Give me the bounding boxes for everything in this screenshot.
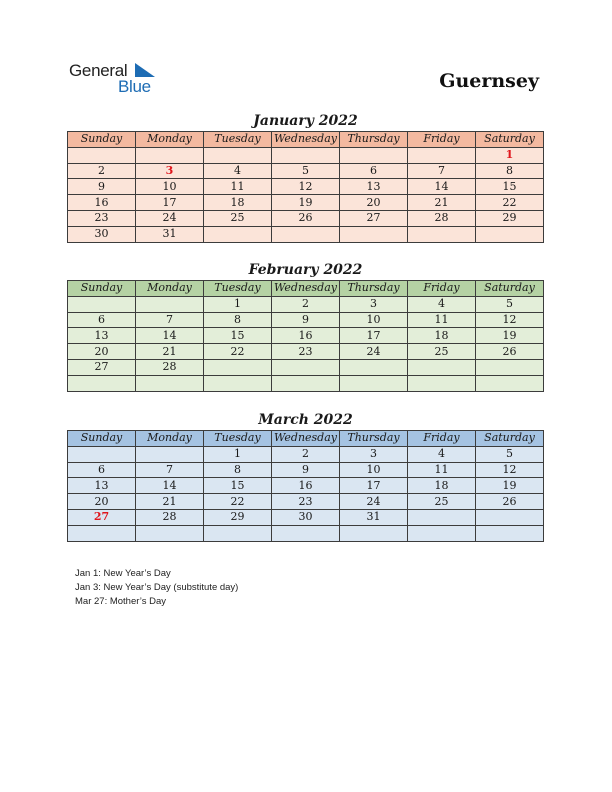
day-cell xyxy=(476,359,544,375)
day-cell xyxy=(476,226,544,242)
weekday-header: Thursday xyxy=(340,431,408,447)
day-cell: 1 xyxy=(204,446,272,462)
day-cell: 28 xyxy=(408,210,476,226)
day-cell: 1 xyxy=(476,147,544,163)
day-cell xyxy=(204,525,272,541)
week-row xyxy=(68,509,544,525)
day-cell: 7 xyxy=(408,163,476,179)
day-cell: 23 xyxy=(68,210,136,226)
logo-word-blue: Blue xyxy=(118,77,151,96)
country-title: Guernsey xyxy=(439,70,539,92)
day-cell: 10 xyxy=(340,312,408,328)
day-cell: 27 xyxy=(68,509,136,525)
day-cell xyxy=(272,375,340,391)
day-cell: 10 xyxy=(136,179,204,195)
month-calendar-jan xyxy=(67,111,544,243)
day-cell: 11 xyxy=(408,312,476,328)
day-cell: 28 xyxy=(136,359,204,375)
day-cell: 3 xyxy=(340,446,408,462)
day-cell: 25 xyxy=(408,494,476,510)
day-cell: 2 xyxy=(272,296,340,312)
day-cell xyxy=(408,375,476,391)
month-title: January 2022 xyxy=(253,113,358,129)
day-cell xyxy=(340,226,408,242)
day-cell: 25 xyxy=(408,344,476,360)
day-cell: 2 xyxy=(68,163,136,179)
day-cell: 4 xyxy=(408,296,476,312)
week-row xyxy=(68,462,544,478)
day-cell xyxy=(476,509,544,525)
month-calendar-mar xyxy=(67,410,544,542)
day-cell: 15 xyxy=(476,179,544,195)
day-cell: 25 xyxy=(204,210,272,226)
day-cell: 16 xyxy=(68,195,136,211)
day-cell: 27 xyxy=(68,359,136,375)
day-cell: 21 xyxy=(136,344,204,360)
day-cell: 20 xyxy=(340,195,408,211)
day-cell: 17 xyxy=(340,478,408,494)
day-cell: 13 xyxy=(340,179,408,195)
day-cell: 23 xyxy=(272,344,340,360)
day-cell xyxy=(408,359,476,375)
day-cell xyxy=(204,226,272,242)
holiday-item: Mar 27: Mother’s Day xyxy=(75,596,166,607)
weekday-header: Saturday xyxy=(476,132,544,148)
day-cell: 11 xyxy=(408,462,476,478)
day-cell: 8 xyxy=(204,462,272,478)
day-cell xyxy=(408,226,476,242)
day-cell: 28 xyxy=(136,509,204,525)
day-cell xyxy=(272,525,340,541)
day-cell: 5 xyxy=(272,163,340,179)
day-cell xyxy=(408,147,476,163)
day-cell: 11 xyxy=(204,179,272,195)
day-cell xyxy=(408,525,476,541)
day-cell xyxy=(204,375,272,391)
day-cell: 7 xyxy=(136,312,204,328)
week-row xyxy=(68,163,544,179)
weekday-header: Thursday xyxy=(340,281,408,297)
weekday-header: Friday xyxy=(408,431,476,447)
day-cell: 8 xyxy=(204,312,272,328)
day-cell: 30 xyxy=(272,509,340,525)
day-cell: 9 xyxy=(68,179,136,195)
day-cell xyxy=(476,525,544,541)
day-cell: 8 xyxy=(476,163,544,179)
day-cell: 3 xyxy=(136,163,204,179)
logo-word-general: General xyxy=(69,61,128,80)
week-row xyxy=(68,375,544,391)
weekday-header: Wednesday xyxy=(272,132,340,148)
day-cell xyxy=(68,375,136,391)
day-cell xyxy=(272,359,340,375)
day-cell xyxy=(68,296,136,312)
day-cell xyxy=(136,375,204,391)
weekday-header: Friday xyxy=(408,281,476,297)
day-cell: 14 xyxy=(408,179,476,195)
calendar-grid xyxy=(67,131,544,243)
holiday-list xyxy=(75,567,238,609)
day-cell: 4 xyxy=(204,163,272,179)
day-cell: 24 xyxy=(340,494,408,510)
weekday-header: Sunday xyxy=(68,132,136,148)
holiday-item: Jan 1: New Year’s Day xyxy=(75,568,171,579)
day-cell: 5 xyxy=(476,296,544,312)
week-row xyxy=(68,195,544,211)
day-cell xyxy=(136,446,204,462)
weekday-header: Friday xyxy=(408,132,476,148)
day-cell: 23 xyxy=(272,494,340,510)
day-cell: 6 xyxy=(340,163,408,179)
day-cell: 31 xyxy=(136,226,204,242)
day-cell xyxy=(340,375,408,391)
week-row xyxy=(68,179,544,195)
weekday-header: Wednesday xyxy=(272,281,340,297)
day-cell: 21 xyxy=(136,494,204,510)
week-row xyxy=(68,525,544,541)
day-cell: 19 xyxy=(476,328,544,344)
weekday-header: Monday xyxy=(136,431,204,447)
day-cell: 6 xyxy=(68,462,136,478)
day-cell: 30 xyxy=(68,226,136,242)
day-cell: 29 xyxy=(476,210,544,226)
day-cell: 26 xyxy=(272,210,340,226)
day-cell: 24 xyxy=(340,344,408,360)
day-cell: 7 xyxy=(136,462,204,478)
day-cell xyxy=(272,226,340,242)
day-cell: 12 xyxy=(272,179,340,195)
day-cell: 15 xyxy=(204,478,272,494)
weekday-header: Sunday xyxy=(68,281,136,297)
month-title: February 2022 xyxy=(248,262,363,278)
day-cell: 13 xyxy=(68,328,136,344)
day-cell xyxy=(136,147,204,163)
day-cell xyxy=(340,147,408,163)
day-cell: 1 xyxy=(204,296,272,312)
week-row xyxy=(68,344,544,360)
day-cell: 5 xyxy=(476,446,544,462)
day-cell: 15 xyxy=(204,328,272,344)
day-cell xyxy=(204,359,272,375)
week-row xyxy=(68,226,544,242)
day-cell: 20 xyxy=(68,344,136,360)
weekday-header: Tuesday xyxy=(204,132,272,148)
day-cell xyxy=(204,147,272,163)
week-row xyxy=(68,478,544,494)
day-cell: 26 xyxy=(476,494,544,510)
day-cell: 22 xyxy=(204,494,272,510)
day-cell: 14 xyxy=(136,328,204,344)
day-cell xyxy=(68,147,136,163)
day-cell: 31 xyxy=(340,509,408,525)
day-cell: 6 xyxy=(68,312,136,328)
day-cell: 16 xyxy=(272,478,340,494)
month-title: March 2022 xyxy=(258,412,353,428)
weekday-header: Monday xyxy=(136,132,204,148)
week-row xyxy=(68,312,544,328)
day-cell: 18 xyxy=(408,478,476,494)
week-row xyxy=(68,328,544,344)
day-cell: 10 xyxy=(340,462,408,478)
month-calendar-feb xyxy=(67,260,544,392)
weekday-header: Saturday xyxy=(476,431,544,447)
generalblue-logo xyxy=(69,61,169,97)
day-cell xyxy=(68,525,136,541)
day-cell xyxy=(476,375,544,391)
day-cell: 17 xyxy=(340,328,408,344)
day-cell: 14 xyxy=(136,478,204,494)
day-cell: 21 xyxy=(408,195,476,211)
weekday-header: Monday xyxy=(136,281,204,297)
calendar-grid xyxy=(67,280,544,392)
day-cell: 19 xyxy=(272,195,340,211)
week-row xyxy=(68,296,544,312)
day-cell: 3 xyxy=(340,296,408,312)
day-cell: 13 xyxy=(68,478,136,494)
day-cell xyxy=(136,525,204,541)
day-cell: 9 xyxy=(272,312,340,328)
day-cell: 4 xyxy=(408,446,476,462)
week-row xyxy=(68,446,544,462)
day-cell xyxy=(340,525,408,541)
day-cell: 12 xyxy=(476,312,544,328)
day-cell: 16 xyxy=(272,328,340,344)
week-row xyxy=(68,147,544,163)
day-cell: 19 xyxy=(476,478,544,494)
calendar-grid xyxy=(67,430,544,542)
weekday-header: Tuesday xyxy=(204,431,272,447)
day-cell: 17 xyxy=(136,195,204,211)
day-cell: 20 xyxy=(68,494,136,510)
weekday-header: Thursday xyxy=(340,132,408,148)
day-cell xyxy=(68,446,136,462)
logo-triangle-icon xyxy=(135,63,155,77)
day-cell: 18 xyxy=(204,195,272,211)
day-cell: 27 xyxy=(340,210,408,226)
day-cell xyxy=(136,296,204,312)
weekday-header: Wednesday xyxy=(272,431,340,447)
day-cell xyxy=(408,509,476,525)
day-cell: 29 xyxy=(204,509,272,525)
holiday-item: Jan 3: New Year’s Day (substitute day) xyxy=(75,582,239,593)
week-row xyxy=(68,210,544,226)
week-row xyxy=(68,359,544,375)
day-cell: 12 xyxy=(476,462,544,478)
day-cell: 24 xyxy=(136,210,204,226)
day-cell: 2 xyxy=(272,446,340,462)
day-cell: 9 xyxy=(272,462,340,478)
weekday-header: Sunday xyxy=(68,431,136,447)
weekday-header: Saturday xyxy=(476,281,544,297)
day-cell: 22 xyxy=(204,344,272,360)
weekday-header: Tuesday xyxy=(204,281,272,297)
day-cell: 22 xyxy=(476,195,544,211)
day-cell: 26 xyxy=(476,344,544,360)
day-cell: 18 xyxy=(408,328,476,344)
day-cell xyxy=(272,147,340,163)
week-row xyxy=(68,494,544,510)
day-cell xyxy=(340,359,408,375)
